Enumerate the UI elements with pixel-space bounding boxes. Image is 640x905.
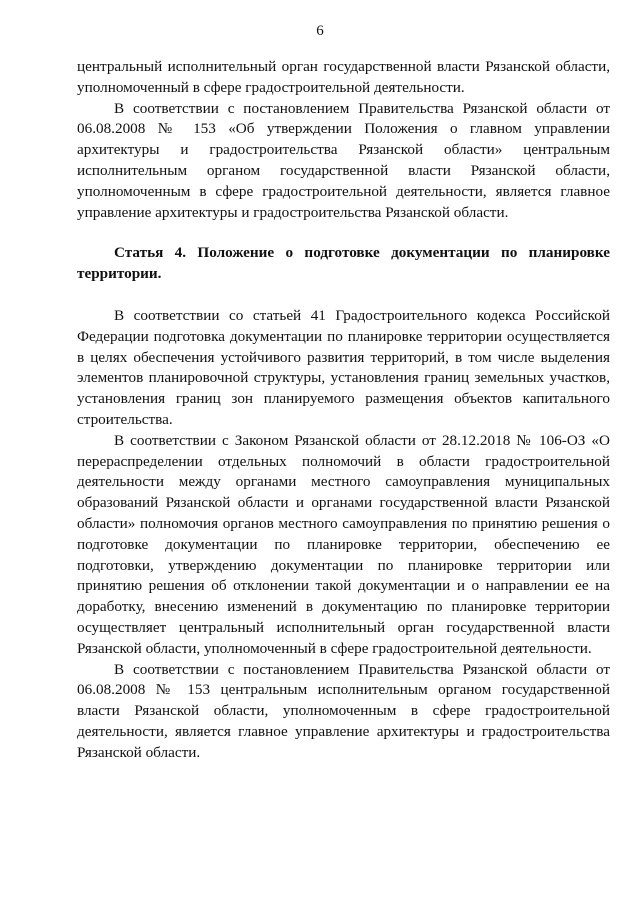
paragraph-resolution-153: В соответствии с постановлением Правительства Рязанской области от 06.08.2008 № 153 «Об утверждении Положения о главном управлении архитектуры и градостроительства Рязанской области» центральным исполнительным органом государственной власти Рязанской области, уполномоченным в сфере градостроительной деятельности, является главное управление архитектуры и градостроительства Рязанской области. (77, 99, 610, 221)
article-4-heading: Статья 4. Положение о подготовке документации по планировке территории. (77, 244, 610, 283)
paragraph-continuation: центральный исполнительный орган государственной власти Рязанской области, уполномоченный в сфере градостроительной деятельности. (77, 58, 610, 96)
paragraph-law-106-oz: В соответствии с Законом Рязанской области от 28.12.2018 № 106-ОЗ «О перераспределении отдельных полномочий в области градостроительной деятельности между органами местного самоуправления муниципальных образований Рязанской области и органами государственной власти Рязанской области» полномочия органов местного самоуправления по принятию решения о подготовке документации по планировке территории, обеспечению ее подготовки, утверждению документации по планировке территории или принятию решения об отклонении такой документации и о направлении ее на доработку, внесению изменений в документацию по планировке территории осуществляет центральный исполнительный орган государственной власти Рязанской области, уполномоченный в сфере градостроительной деятельности. (77, 431, 610, 657)
document-body (77, 57, 610, 764)
page-number: 6 (316, 23, 324, 39)
paragraph-article-41: В соответствии со статьей 41 Градостроительного кодекса Российской Федерации подготовка документации по планировке территории осуществляется в целях обеспечения устойчивого развития территорий, в том числе выделения элементов планировочной структуры, установления границ земельных участков, установления границ зон планируемого размещения объектов капитального строительства. (77, 306, 610, 428)
paragraph-resolution-153-repeat: В соответствии с постановлением Правительства Рязанской области от 06.08.2008 № 153 центральным исполнительным органом государственной власти Рязанской области, уполномоченным в сфере градостроительной деятельности, является главное управление архитектуры и градостроительства Рязанской области. (77, 660, 610, 761)
